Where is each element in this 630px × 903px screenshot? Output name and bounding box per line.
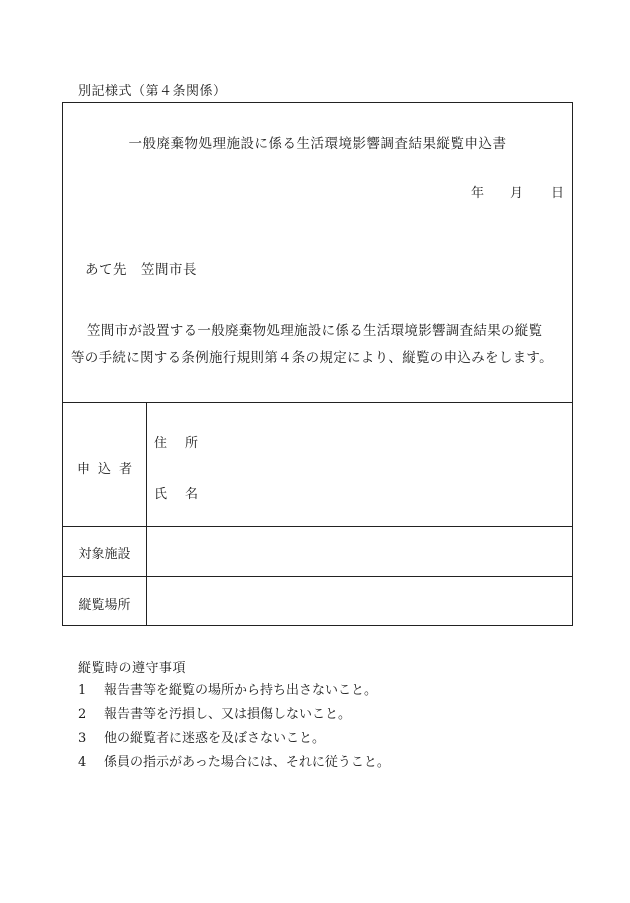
list-item	[78, 754, 390, 778]
document-title: 一般廃棄物処理施設に係る生活環境影響調査結果縦覧申込書	[128, 136, 507, 152]
list-item	[78, 730, 390, 754]
rule-number: 2	[78, 707, 87, 722]
rule-number: 1	[78, 683, 87, 698]
rule-text: 報告書等を縦覧の場所から持ち出さないこと。	[104, 683, 378, 698]
addressee-name: 笠間市長	[141, 262, 197, 278]
application-form	[62, 102, 573, 626]
applicant-label: 申込者	[76, 462, 140, 477]
divider	[63, 526, 572, 527]
column-divider	[146, 402, 147, 626]
divider	[63, 576, 572, 577]
divider	[63, 402, 572, 403]
statement-line-2: 等の手続に関する条例施行規則第４条の規定により、縦覧の申込みをします。	[71, 350, 553, 366]
name-field[interactable]	[154, 483, 198, 502]
date-month: 月	[509, 186, 523, 201]
name-label-2: 名	[185, 487, 199, 502]
rules-title: 縦覧時の遵守事項	[78, 661, 187, 676]
inspection-place-label: 縦覧場所	[78, 598, 131, 613]
rule-text: 報告書等を汚損し、又は損傷しないこと。	[104, 707, 352, 722]
address-label-1: 住	[154, 436, 168, 451]
name-label-1: 氏	[154, 487, 168, 502]
rule-number: 3	[78, 731, 87, 746]
request-statement	[71, 318, 564, 372]
rule-text: 係員の指示があった場合には、それに従うこと。	[104, 755, 390, 770]
list-item	[78, 706, 390, 730]
date-day: 日	[550, 186, 564, 201]
date-line	[471, 182, 564, 201]
form-label: 別記様式（第４条関係）	[78, 84, 227, 99]
addressee-label: あて先	[85, 262, 127, 278]
rules-list	[78, 682, 390, 778]
date-year: 年	[470, 186, 484, 201]
facility-label: 対象施設	[78, 547, 131, 562]
addressee	[85, 258, 197, 278]
address-field[interactable]	[154, 432, 198, 451]
statement-line-1: 笠間市が設置する一般廃棄物処理施設に係る生活環境影響調査結果の縦覧	[87, 323, 543, 339]
rule-text: 他の縦覧者に迷惑を及ぼさないこと。	[104, 731, 326, 746]
address-label-2: 所	[185, 436, 199, 451]
list-item	[78, 682, 390, 706]
rule-number: 4	[78, 755, 87, 770]
